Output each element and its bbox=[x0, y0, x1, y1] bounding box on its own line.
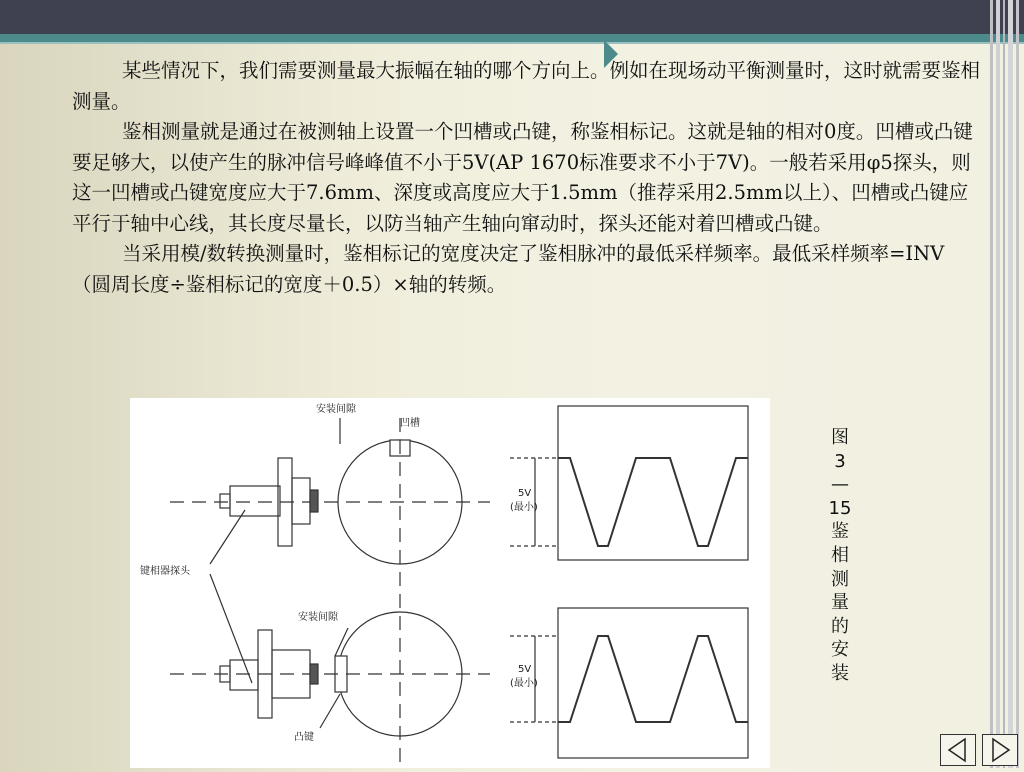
key-label: 凸键 bbox=[294, 732, 314, 743]
amplitude-label-bottom-1: 5V bbox=[518, 664, 532, 675]
probe-label: 键相器探头 bbox=[140, 566, 190, 577]
paragraph-3: 当采用模/数转换测量时，鉴相标记的宽度决定了鉴相脉冲的最低采样频率。最低采样频率=INV（圆周长度÷鉴相标记的宽度＋0.5）×轴的转频。 bbox=[72, 242, 945, 296]
caption-char: 的 bbox=[831, 615, 849, 637]
vertical-stripes bbox=[990, 0, 1024, 768]
phase-probe-figure bbox=[130, 398, 770, 768]
next-slide-button[interactable] bbox=[982, 734, 1018, 766]
accent-line bbox=[0, 42, 1024, 44]
triangle-left-icon bbox=[941, 735, 975, 765]
paragraph-1: 某些情况下，我们需要测量最大振幅在轴的哪个方向上。例如在现场动平衡测量时，这时就需要鉴相测量。 bbox=[72, 59, 981, 113]
previous-slide-button[interactable] bbox=[940, 734, 976, 766]
groove-label: 凹槽 bbox=[400, 418, 420, 429]
body-text bbox=[72, 56, 982, 300]
amplitude-label-bottom-2: (最小) bbox=[510, 678, 538, 689]
caption-char: 量 bbox=[831, 592, 849, 614]
figure-caption bbox=[822, 426, 858, 686]
caption-char: 图 bbox=[831, 427, 849, 448]
amplitude-label-top-2: (最小) bbox=[510, 502, 538, 513]
caption-char: 鉴 bbox=[831, 521, 849, 543]
gap-label-bottom: 安装间隙 bbox=[298, 612, 338, 623]
caption-char: 测 bbox=[831, 568, 849, 590]
triangle-right-icon bbox=[983, 735, 1017, 765]
caption-char: 3 bbox=[834, 450, 846, 472]
installation-diagram bbox=[130, 398, 770, 768]
caption-char: 装 bbox=[831, 662, 849, 684]
caption-char: 15 bbox=[828, 497, 852, 519]
caption-char: 相 bbox=[831, 544, 849, 566]
accent-bar bbox=[0, 34, 1024, 42]
title-bar bbox=[0, 0, 1024, 34]
caption-char: — bbox=[831, 474, 849, 496]
gap-label-top: 安装间隙 bbox=[316, 404, 356, 415]
caption-char: 安 bbox=[831, 639, 849, 661]
amplitude-label-top-1: 5V bbox=[518, 488, 532, 499]
paragraph-2: 鉴相测量就是通过在被测轴上设置一个凹槽或凸键，称鉴相标记。这就是轴的相对0度。凹槽或凸键要足够大，以使产生的脉冲信号峰峰值不小于5V(AP 1670标准要求不小于7V)。一般若采用φ5探头，则这一凹槽或凸键宽度应大于7.6mm、深度或高度应大于1.5mm（推荐采用2.5mm以上）、凹槽或凸键应平行于轴中心线，其长度尽量长，以防当轴产生轴向窜动时，探头还能对着凹槽或凸键。 bbox=[72, 120, 973, 235]
